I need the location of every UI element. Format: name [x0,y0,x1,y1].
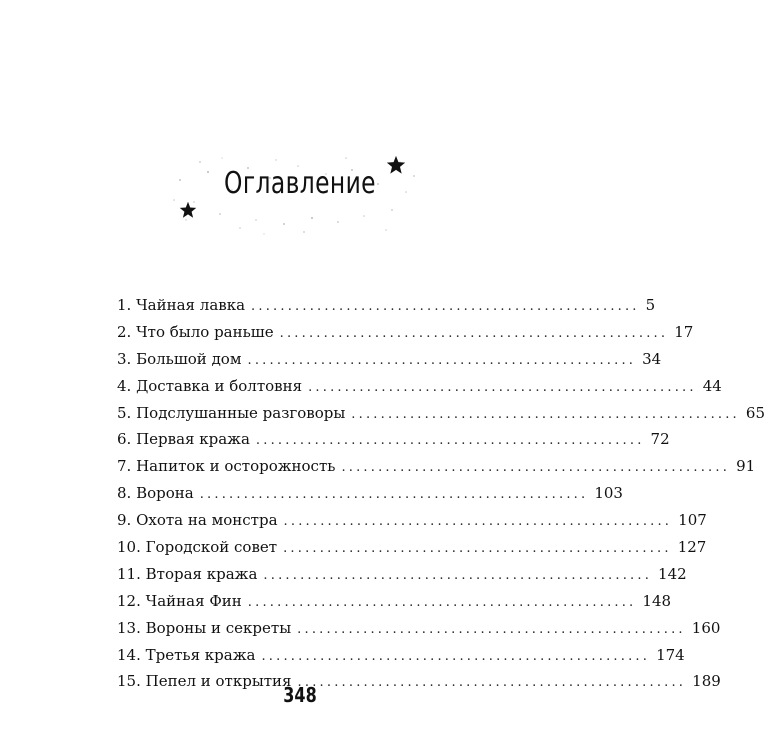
toc-entry-title: 7. Напиток и осторожность [117,457,336,476]
toc-entry [117,615,721,642]
toc-entry-title: 3. Большой дом [117,349,242,368]
toc-entry-title: 11. Вторая кража [117,564,258,583]
star-icon [179,201,197,219]
toc-leader-dots: ..................................................... [297,621,686,637]
page-number: 348 [283,683,317,707]
toc-entry-title: 1. Чайная лавка [117,296,246,314]
toc-entry [117,588,672,615]
toc-entry-page: 91 [736,457,756,476]
toc-entry-title: 8. Ворона [117,484,194,503]
table-of-contents [117,292,765,695]
toc-entry [117,400,765,427]
toc-entry-page: 107 [678,511,707,530]
toc-leader-dots: ..................................................... [247,352,637,368]
toc-leader-dots: ..................................................... [351,406,740,422]
toc-leader-dots: ..................................................... [263,567,653,583]
toc-entry-title: 13. Вороны и секреты [117,618,292,637]
toc-entry [117,426,670,453]
toc-entry [117,561,687,588]
toc-entry [117,373,722,400]
toc-leader-dots: ..................................................... [247,594,637,610]
toc-leader-dots: ..................................................... [283,541,672,557]
toc-entry-title: 2. Что было раньше [117,322,274,341]
toc-entry-page: 103 [594,484,623,503]
toc-entry [117,292,656,319]
toc-leader-dots: ..................................................... [255,433,645,449]
toc-entry [117,534,707,561]
toc-entry-title: 14. Третья кража [117,645,256,664]
toc-entry-page: 189 [692,672,721,691]
toc-entry-title: 9. Охота на монстра [117,511,278,530]
toc-entry [117,453,756,480]
toc-entry-page: 72 [650,430,670,449]
toc-entry-page: 142 [658,564,687,583]
toc-entry-page: 127 [677,538,707,557]
toc-entry-title: 5. Подслушанные разговоры [117,403,346,422]
toc-entry-page: 148 [642,591,672,610]
toc-entry [117,319,694,346]
toc-entry [117,346,662,373]
toc-leader-dots: ..................................................... [279,325,669,341]
toc-entry-title: 15. Пепел и открытия [117,672,292,691]
toc-entry [117,480,623,507]
toc-entry [117,642,685,669]
toc-entry-page: 174 [656,645,685,664]
toc-entry-title: 6. Первая кража [117,430,250,449]
toc-entry-title: 12. Чайная Фин [117,591,242,610]
toc-leader-dots: ..................................................... [261,648,651,664]
toc-entry-page: 44 [702,376,722,395]
toc-leader-dots: ..................................................... [199,487,589,503]
toc-entry-page: 17 [674,322,694,341]
toc-entry-page: 65 [745,403,765,422]
toc-leader-dots: ..................................................... [297,675,687,691]
toc-leader-dots: ..................................................... [251,299,640,314]
toc-leader-dots: ..................................................... [283,514,673,530]
toc-entry-title: 10. Городской совет [117,538,278,557]
toc-entry-page: 160 [691,618,721,637]
toc-entry-page: 34 [642,349,662,368]
toc-leader-dots: ..................................................... [341,460,731,476]
toc-entry-title: 4. Доставка и болтовня [117,376,303,395]
page-title: Оглавление [224,166,376,201]
toc-leader-dots: ..................................................... [308,379,697,395]
toc-entry-page: 5 [645,296,656,314]
toc-entry [117,507,707,534]
